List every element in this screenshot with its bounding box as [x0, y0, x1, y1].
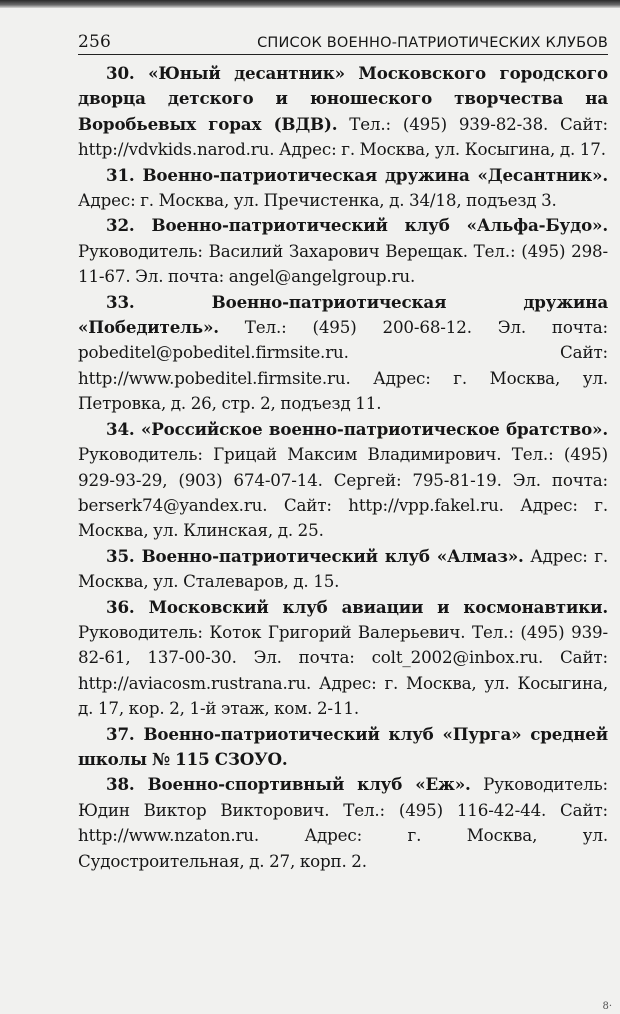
book-page — [78, 32, 608, 874]
entry-title: 34. «Российское военно-патриотическое братство». — [106, 418, 608, 439]
running-title: СПИСОК ВОЕННО-ПАТРИОТИЧЕСКИХ КЛУБОВ — [257, 35, 608, 51]
entry-details: Руководитель: Юдин Виктор Викторович. Тел.: (495) 116-42-44. Сайт: http://www.nzaton.ru. Адрес: г. Москва, ул. Судостроительная, д. 27, корп. 2. — [78, 774, 609, 871]
running-header — [78, 32, 608, 55]
entry-details: Руководитель: Грицай Максим Владимирович. Тел.: (495) 929-93-29, (903) 674-07-14. Сергей: 795-81-19. Эл. почта: berserk74@yandex.ru. Сайт: http://vpp.fakel.ru. Адрес: г. Москва, ул. Клинская, д. 25. — [78, 444, 608, 541]
list-item — [78, 61, 608, 163]
entry-details: Руководитель: Коток Григорий Валерьевич. Тел.: (495) 939-82-61, 137-00-30. Эл. почта: colt_2002@inbox.ru. Сайт: http://aviacosm.rustrana.ru. Адрес: г. Москва, ул. Косыгина, д. 17, кор. 2, 1-й этаж, ком. 2-11. — [78, 621, 608, 719]
entry-title: 38. Военно-спортивный клуб «Еж». — [106, 774, 471, 795]
entry-title: 32. Военно-патриотический клуб «Альфа-Будо». — [106, 215, 608, 236]
list-item — [78, 163, 608, 214]
list-item — [78, 290, 608, 417]
list-item — [78, 417, 608, 544]
entry-details: Адрес: г. Москва, ул. Пречистенка, д. 34/18, подъезд 3. — [78, 190, 557, 211]
corner-mark: 8· — [602, 1001, 612, 1012]
entry-title: 33. Военно-патриотическая дружина «Победитель». — [78, 291, 608, 338]
scan-top-edge — [0, 0, 620, 8]
entry-details: Адрес: г. Москва, ул. Сталеваров, д. 15. — [78, 545, 608, 592]
list-item — [78, 772, 608, 874]
entry-title: 35. Военно-патриотический клуб «Алмаз». — [106, 545, 524, 566]
entry-details: Тел.: (495) 939-82-38. Сайт: http://vdvkids.narod.ru. Адрес: г. Москва, ул. Косыгина, д. 17. — [78, 113, 609, 160]
entry-details: Руководитель: Василий Захарович Верещак. Тел.: (495) 298-11-67. Эл. почта: angel@angelgroup.ru. — [78, 240, 608, 287]
club-list — [78, 61, 608, 874]
entry-title: 37. Военно-патриотический клуб «Пурга» средней школы № 115 СЗОУО. — [78, 723, 608, 769]
entry-details: Тел.: (495) 200-68-12. Эл. почта: pobeditel@pobeditel.firmsite.ru. Сайт: http://www.pobeditel.firmsite.ru. Адрес: г. Москва, ул. Петровка, д. 26, стр. 2, подъезд 11. — [78, 317, 608, 414]
list-item — [78, 544, 608, 595]
page-number: 256 — [78, 32, 112, 52]
entry-title: 30. «Юный десантник» Московского городского дворца детского и юношеского творчества на Воробьевых горах (ВДВ). — [78, 63, 608, 134]
list-item — [78, 595, 608, 722]
entry-title: 31. Военно-патриотическая дружина «Десантник». — [106, 164, 608, 185]
list-item — [78, 722, 608, 773]
entry-title: 36. Московский клуб авиации и космонавтики. — [106, 596, 608, 617]
list-item — [78, 213, 608, 289]
